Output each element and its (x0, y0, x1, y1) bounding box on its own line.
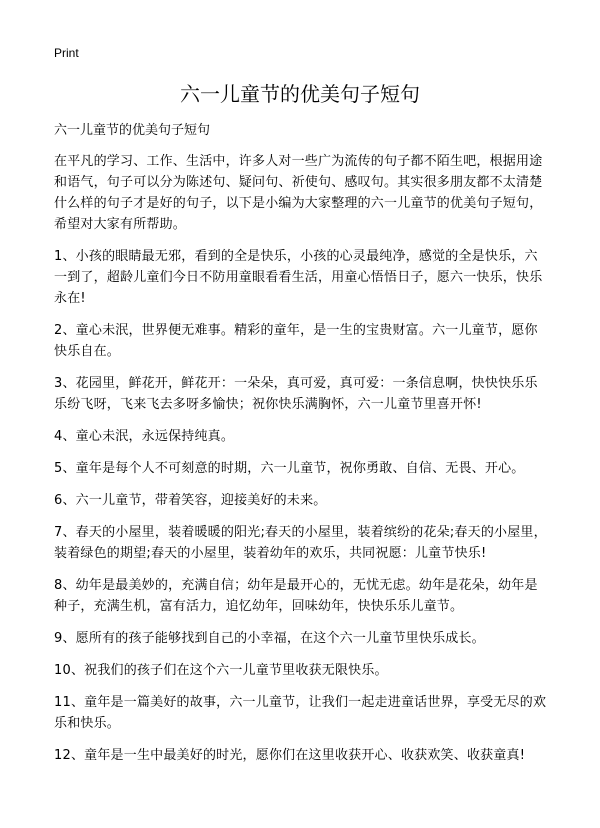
list-item: 2、童心未泯，世界便无难事。精彩的童年，是一生的宝贵财富。六一儿童节，愿你快乐自在。 (54, 323, 538, 359)
list-item: 7、春天的小屋里，装着暖暖的阳光;春天的小屋里，装着缤纷的花朵;春天的小屋里，装着绿色的期望;春天的小屋里，装着幼年的欢乐，共同祝愿：儿童节快乐! (54, 525, 547, 561)
list-item: 6、六一儿童节，带着笑容，迎接美好的未来。 (54, 493, 327, 508)
page-title: 六一儿童节的优美句子短句 (180, 82, 420, 106)
list-item: 11、童年是一篇美好的故事，六一儿童节，让我们一起走进童话世界，享受无尽的欢乐和快乐。 (54, 695, 547, 731)
list-item: 3、花园里，鲜花开，鲜花开：一朵朵，真可爱，真可爱：一条信息啊，快快快乐乐乐纷飞呀，飞来飞去多呀多愉快；祝你快乐满胸怀，六一儿童节里喜开怀! (54, 376, 538, 412)
list-item: 12、童年是一生中最美好的时光，愿你们在这里收获开心、收获欢笑、收获童真! (54, 748, 526, 763)
intro-paragraph: 在平凡的学习、工作、生活中，许多人对一些广为流传的句子都不陌生吧，根据用途和语气，句子可以分为陈述句、疑问句、祈使句、感叹句。其实很多朋友都不太清楚什么样的句子才是好的句子，以下是小编为大家整理的六一儿童节的优美句子短句，希望对大家有所帮助。 (54, 154, 543, 232)
list-item: 1、小孩的眼睛最无邪，看到的全是快乐，小孩的心灵最纯净，感觉的全是快乐，六一到了，超龄儿童们今日不防用童眼看看生活，用童心悟悟日子，愿六一快乐，快乐永在! (54, 249, 543, 306)
article-body (54, 120, 550, 777)
list-item: 8、幼年是最美妙的，充满自信；幼年是最开心的，无忧无虑。幼年是花朵，幼年是种子，充满生机，富有活力，追忆幼年，回味幼年，快快乐乐儿童节。 (54, 578, 538, 614)
list-item: 5、童年是每个人不可刻意的时期，六一儿童节，祝你勇敢、自信、无畏、开心。 (54, 461, 525, 476)
list-item: 10、祝我们的孩子们在这个六一儿童节里收获无限快乐。 (54, 663, 388, 678)
list-item: 4、童心未泯，永远保持纯真。 (54, 429, 235, 444)
article-subtitle: 六一儿童节的优美句子短句 (54, 123, 211, 138)
list-item: 9、愿所有的孩子能够找到自己的小幸福，在这个六一儿童节里快乐成长。 (54, 631, 485, 646)
print-link[interactable]: Print (54, 46, 79, 60)
